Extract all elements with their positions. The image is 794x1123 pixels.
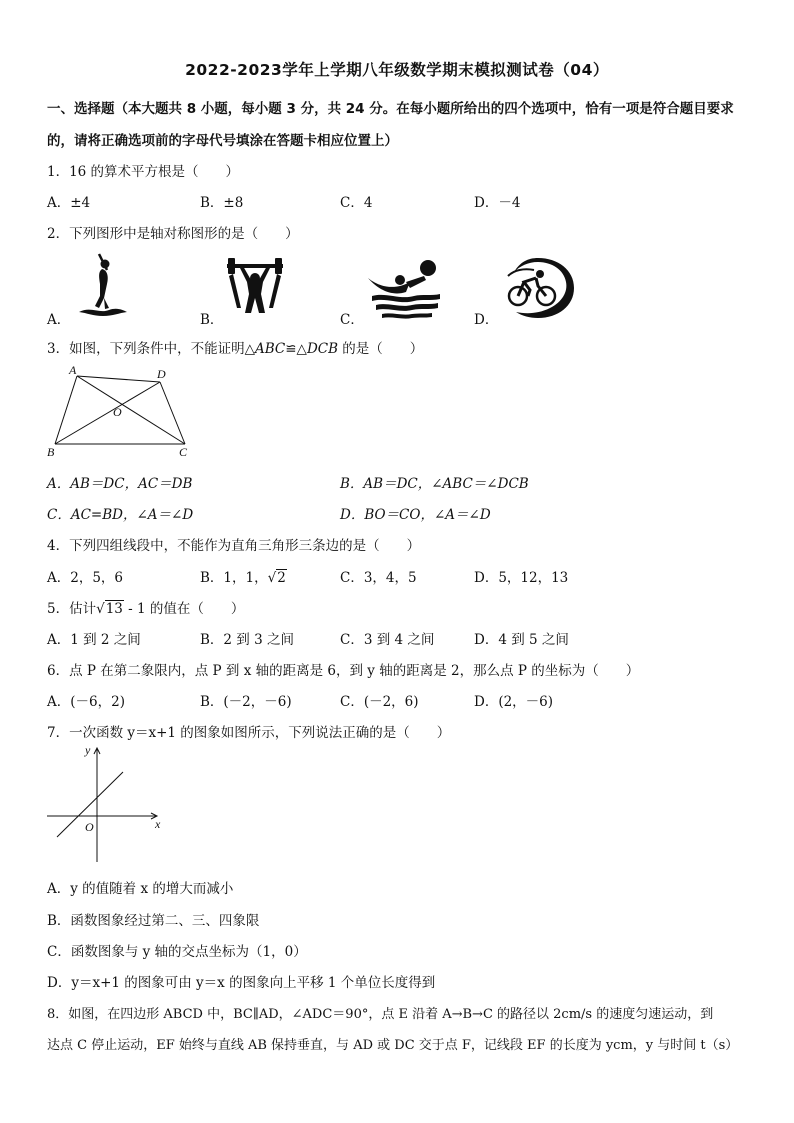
q2-option-c: C． (340, 312, 364, 328)
q5-stem: 5．估计√13 - 1 的值在（ ） (47, 601, 245, 617)
q8-stem-line2: 达点 C 停止运动，EF 始终与直线 AB 保持垂直，与 AD 或 DC 交于点 F，记线段 EF 的长度为 ycm，y 与时间 t（s） (47, 1038, 739, 1053)
q3-label-c: C (179, 445, 188, 459)
sqrt-symbol: √2 (267, 570, 286, 586)
q3-option-c: C．AC=BD，∠A＝∠D (47, 507, 194, 523)
q3-label-o: O (113, 405, 122, 419)
q6-option-d: D．(2，－6) (474, 694, 554, 710)
q7-label-y: y (85, 743, 91, 757)
q1-option-c: C．4 (340, 195, 373, 211)
q6-option-a: A．(－6，2) (47, 694, 125, 710)
q7-option-a: A．y 的值随着 x 的增大而减小 (47, 881, 234, 897)
q4-stem: 4．下列四组线段中，不能作为直角三角形三条边的是（ ） (47, 538, 421, 554)
q7-label-x: x (155, 817, 161, 831)
water-polo-icon (366, 258, 446, 320)
q2-option-d: D． (474, 312, 499, 328)
q2-option-b: B． (200, 312, 224, 328)
q2-option-a: A． (47, 312, 71, 328)
q3-stem: 3．如图，下列条件中，不能证明△ABC≌△DCB 的是（ ） (47, 341, 424, 357)
weightlifter-icon (225, 258, 285, 318)
q7-option-d: D．y＝x+1 的图象可由 y＝x 的图象向上平移 1 个单位长度得到 (47, 975, 436, 991)
q1-option-d: D．－4 (474, 195, 521, 211)
q6-stem: 6．点 P 在第二象限内，点 P 到 x 轴的距离是 6，到 y 轴的距离是 2，那么点 P 的坐标为（ ） (47, 663, 640, 679)
q1-stem: 1．16 的算术平方根是（ ） (47, 164, 240, 180)
q3-triangle-figure (45, 364, 195, 460)
q6-option-b: B．(－2，－6) (200, 694, 292, 710)
q3-option-a: A．AB＝DC，AC＝DB (47, 476, 193, 492)
q7-option-b: B．函数图象经过第二、三、四象限 (47, 913, 260, 929)
q3-option-d: D．BO＝CO，∠A＝∠D (340, 507, 491, 523)
cyclist-icon (500, 256, 576, 320)
q4-option-c: C．3，4，5 (340, 570, 417, 586)
q7-graph-figure (45, 742, 170, 867)
exam-title: 2022-2023学年上学期八年级数学期末模拟测试卷（04） (185, 61, 609, 79)
q5-option-c: C．3 到 4 之间 (340, 632, 435, 648)
q4-option-b: B．1，1，√2 (200, 570, 286, 586)
sqrt-symbol: √13 (96, 601, 123, 617)
q5-option-a: A．1 到 2 之间 (47, 632, 141, 648)
q2-stem: 2．下列图形中是轴对称图形的是（ ） (47, 226, 299, 242)
q5-option-d: D．4 到 5 之间 (474, 632, 569, 648)
q7-option-c: C．函数图象与 y 轴的交点坐标为（1，0） (47, 944, 307, 960)
q3-label-a: A (69, 364, 77, 377)
q4-option-a: A．2，5，6 (47, 570, 124, 586)
golfer-icon (73, 250, 133, 320)
q1-option-a: A．±4 (47, 195, 91, 211)
q1-option-b: B．±8 (200, 195, 244, 211)
section-header-line1: 一、选择题（本大题共 8 小题，每小题 3 分，共 24 分。在每小题所给出的四个选项中，恰有一项是符合题目要求 (47, 101, 734, 117)
q3-label-d: D (157, 367, 166, 381)
q6-option-c: C．(－2，6) (340, 694, 419, 710)
q3-label-b: B (47, 445, 55, 459)
q3-option-b: B．AB＝DC，∠ABC＝∠DCB (340, 476, 529, 492)
q7-label-o: O (85, 820, 94, 834)
q8-stem-line1: 8．如图，在四边形 ABCD 中，BC∥AD，∠ADC＝90°，点 E 沿着 A→B→C 的路径以 2cm/s 的速度匀速运动，到 (47, 1007, 714, 1022)
q4-option-d: D．5，12，13 (474, 570, 569, 586)
q7-stem: 7．一次函数 y＝x+1 的图象如图所示，下列说法正确的是（ ） (47, 725, 451, 741)
q5-option-b: B．2 到 3 之间 (200, 632, 294, 648)
section-header-line2: 的，请将正确选项前的字母代号填涂在答题卡相应位置上） (47, 133, 398, 149)
